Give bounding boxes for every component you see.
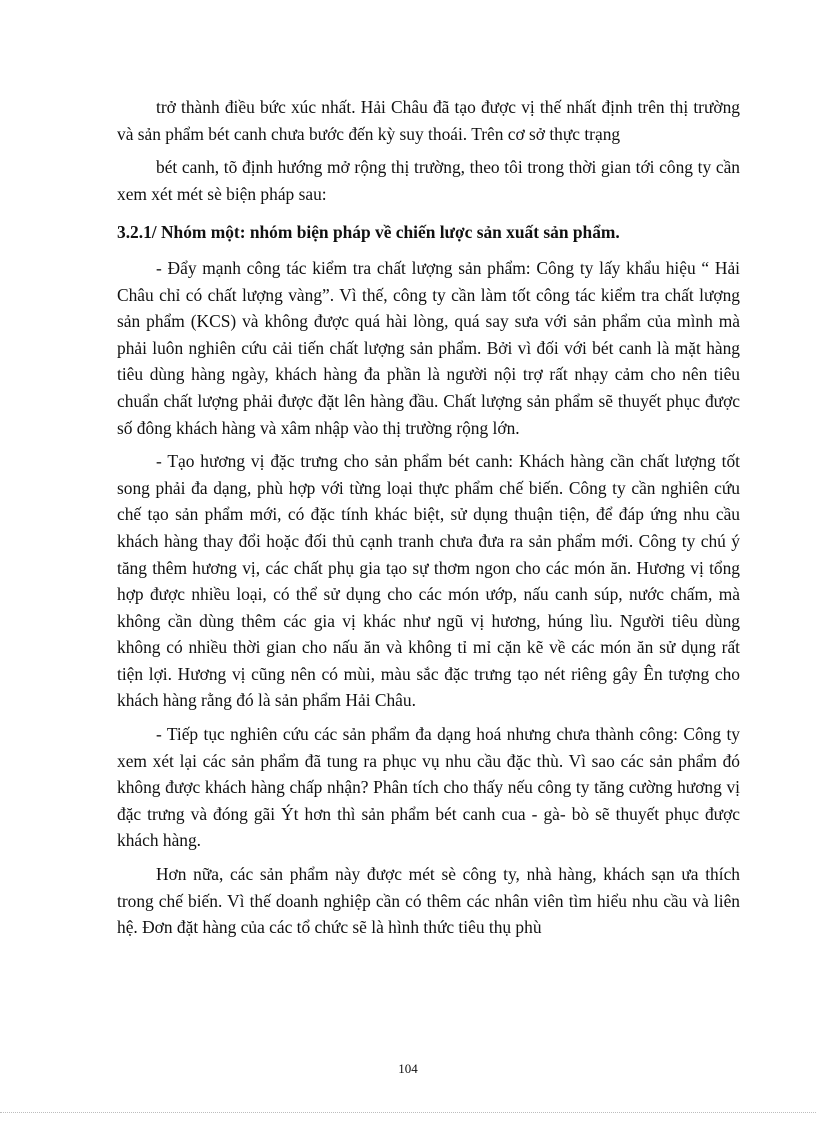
paragraph-flavor: - Tạo hương vị đặc trưng cho sản phẩm bét canh: Khách hàng cần chất lượng tốt song phải đa dạng, phù hợp với từng loại thực phẩm chế biến. Công ty cần nghiên cứu chế tạo sản phẩm mới, có đặc tính khác biệt, sử dụng thuận tiện, để đáp ứng nhu cầu khách hàng thay đổi hoặc đối thủ cạnh tranh chưa đưa ra sản phẩm mới. Công ty chú ý tăng thêm hương vị, các chất phụ gia tạo sự thơm ngon cho các món ăn. Hương vị tổng hợp được nhiều loại, có thể sử dụng cho các món ướp, nấu canh súp, nước chấm, mà không cần dùng thêm các gia vị khác như ngũ vị hương, húng lìu. Người tiêu dùng không có nhiều thời gian cho nấu ăn và không tỉ mỉ cặn kẽ về các món ăn sử dụng rất tiện lợi. Hương vị cũng nên có mùi, màu sắc đặc trưng tạo nét riêng gây Ên tượng cho khách hàng rằng đó là sản phẩm Hải Châu.	[117, 451, 740, 711]
paragraph-diversification: - Tiếp tục nghiên cứu các sản phẩm đa dạng hoá nhưng chưa thành công: Công ty xem xét lại các sản phẩm đã tung ra phục vụ nhu cầu đặc thù. Vì sao các sản phẩm đó không được khách hàng chấp nhận? Phân tích cho thấy nếu công ty tăng cường hương vị đặc trưng và đóng gãi Ýt hơn thì sản phẩm bét canh cua - gà- bò sẽ thuyết phục được khách hàng.	[117, 724, 740, 851]
paragraph-quality-control: - Đẩy mạnh công tác kiểm tra chất lượng sản phẩm: Công ty lấy khẩu hiệu “ Hải Châu chỉ có chất lượng vàng”. Vì thế, công ty cần làm tốt công tác kiểm tra chất lượng sản phẩm (KCS) và không được quá hài lòng, quá say sưa với sản phẩm của mình mà phải luôn nghiên cứu cải tiến chất lượng sản phẩm. Bởi vì đối với bét canh là mặt hàng tiêu dùng hàng ngày, khách hàng đa phần là người nội trợ rất nhạy cảm cho nên tiêu chuẩn chất lượng phải được đặt lên hàng đầu. Chất lượng sản phẩm sẽ thuyết phục được số đông khách hàng và xâm nhập vào thị trường rộng lớn.	[117, 257, 740, 438]
paragraph-intro-continued: bét canh, tõ định hướng mở rộng thị trường, theo tôi trong thời gian tới công ty cần xem xét mét sè biện pháp sau:	[117, 157, 740, 204]
paragraph-customers: Hơn nữa, các sản phẩm này được mét sè công ty, nhà hàng, khách sạn ưa thích trong chế biến. Vì thế doanh nghiệp cần có thêm các nhân viên tìm hiểu nhu cầu và liên hệ. Đơn đặt hàng của các tổ chức sẽ là hình thức tiêu thụ phù	[117, 864, 740, 938]
document-page	[117, 94, 740, 941]
paragraph-intro: trở thành điều bức xúc nhất. Hải Châu đã tạo được vị thế nhất định trên thị trường và sản phẩm bét canh chưa bước đến kỳ suy thoái. Trên cơ sở thực trạng	[117, 97, 740, 144]
section-heading: 3.2.1/ Nhóm một: nhóm biện pháp về chiến lược sản xuất sản phẩm.	[117, 222, 620, 243]
footer-divider	[0, 1112, 816, 1113]
page-number: 104	[398, 1061, 418, 1076]
